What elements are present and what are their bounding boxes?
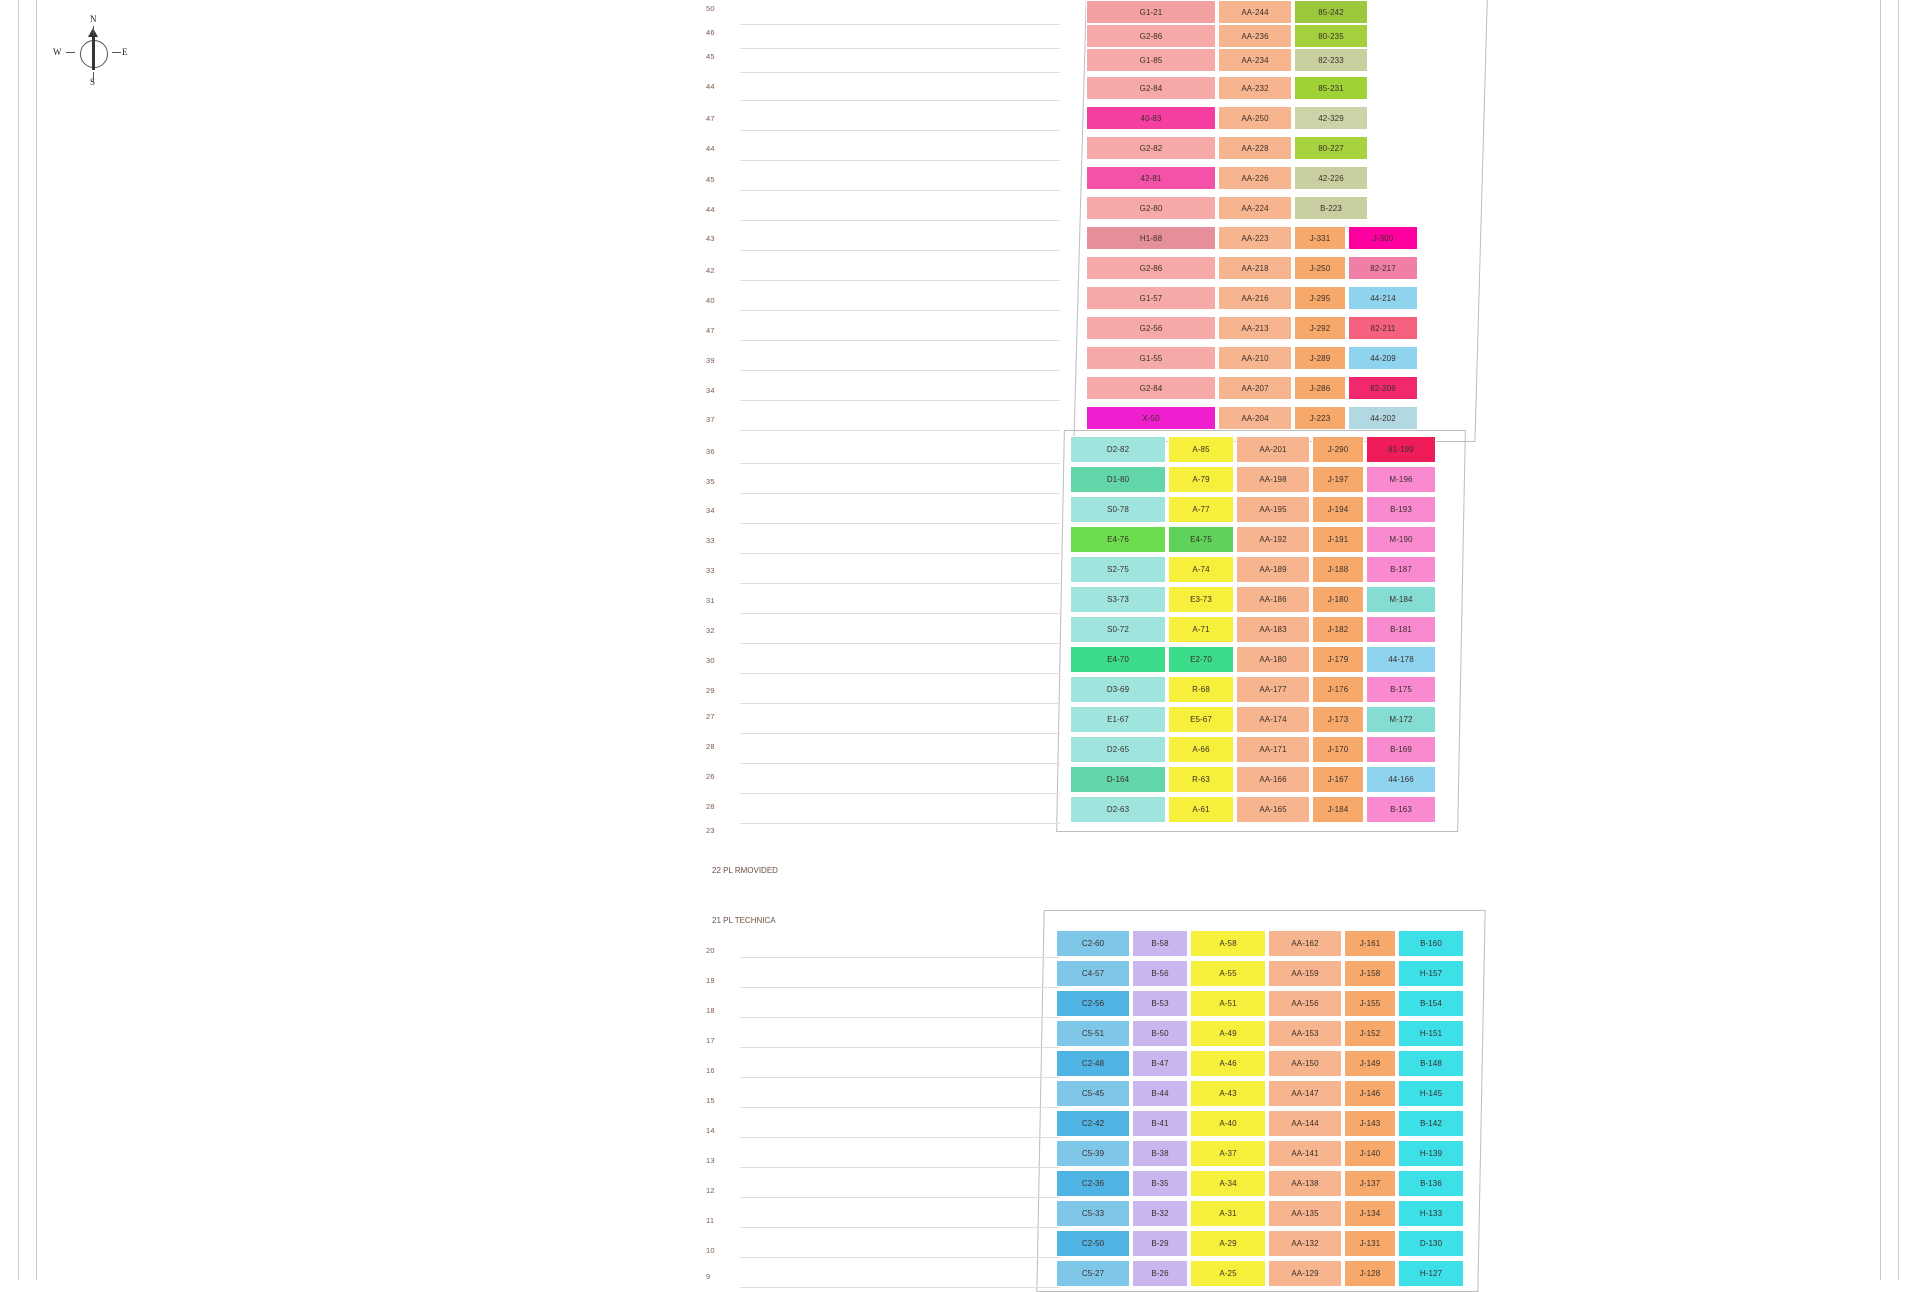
unit-cell[interactable]: G1-85	[1086, 48, 1216, 72]
row-guide-line	[740, 430, 1060, 431]
row-guide-line	[740, 310, 1060, 311]
row-number: 10	[706, 1246, 715, 1255]
page-border-left-outer	[18, 0, 19, 1280]
row-guide-line	[740, 957, 1060, 958]
unit-cell[interactable]: AA-201	[1236, 436, 1310, 463]
unit-cell[interactable]: J-182	[1312, 616, 1364, 643]
unit-cell[interactable]: E4-70	[1070, 646, 1166, 673]
row-guide-line	[740, 613, 1060, 614]
row-guide-line	[740, 130, 1060, 131]
unit-cell[interactable]: A-49	[1190, 1020, 1266, 1047]
row-guide-line	[740, 763, 1060, 764]
unit-cell[interactable]: AA-213	[1218, 316, 1292, 340]
unit-cell[interactable]: M-172	[1366, 706, 1436, 733]
unit-cell[interactable]: C2-60	[1056, 930, 1130, 957]
compass-label-east: E	[122, 47, 128, 57]
unit-cell[interactable]: 81-199	[1366, 436, 1436, 463]
unit-cell[interactable]: H-139	[1398, 1140, 1464, 1167]
unit-cell[interactable]: J-292	[1294, 316, 1346, 340]
unit-cell[interactable]: G2-82	[1086, 136, 1216, 160]
unit-cell[interactable]: A-74	[1168, 556, 1234, 583]
unit-cell[interactable]: B-29	[1132, 1230, 1188, 1257]
row-guide-line	[740, 24, 1060, 25]
compass-tick-north	[93, 26, 94, 35]
row-guide-line	[740, 190, 1060, 191]
unit-cell[interactable]: D1-80	[1070, 466, 1166, 493]
row-guide-line	[740, 987, 1060, 988]
unit-cell[interactable]: D3-69	[1070, 676, 1166, 703]
compass-label-west: W	[53, 47, 62, 57]
unit-cell[interactable]: AA-150	[1268, 1050, 1342, 1077]
unit-cell[interactable]: A-46	[1190, 1050, 1266, 1077]
unit-cell[interactable]: 85-231	[1294, 76, 1368, 100]
unit-cell[interactable]: C2-36	[1056, 1170, 1130, 1197]
unit-cell[interactable]: AA-224	[1218, 196, 1292, 220]
unit-cell[interactable]: D2-82	[1070, 436, 1166, 463]
unit-cell[interactable]: J-194	[1312, 496, 1364, 523]
unit-cell[interactable]: J-188	[1312, 556, 1364, 583]
unit-cell[interactable]: AA-153	[1268, 1020, 1342, 1047]
row-number: 26	[706, 772, 715, 781]
unit-cell[interactable]: B-148	[1398, 1050, 1464, 1077]
unit-cell[interactable]: B-44	[1132, 1080, 1188, 1107]
unit-cell[interactable]: S3-73	[1070, 586, 1166, 613]
unit-cell[interactable]: A-31	[1190, 1200, 1266, 1227]
row-number: 44	[706, 144, 715, 153]
compass-label-south: S	[90, 77, 96, 87]
row-number: 45	[706, 52, 715, 61]
unit-cell[interactable]: H-151	[1398, 1020, 1464, 1047]
row-guide-line	[740, 493, 1060, 494]
unit-cell[interactable]: AA-183	[1236, 616, 1310, 643]
unit-cell[interactable]: G2-86	[1086, 24, 1216, 48]
unit-cell[interactable]: AA-232	[1218, 76, 1292, 100]
unit-cell[interactable]: S0-78	[1070, 496, 1166, 523]
unit-cell[interactable]: J-191	[1312, 526, 1364, 553]
row-guide-line	[740, 1077, 1060, 1078]
row-guide-line	[740, 400, 1060, 401]
row-number: 43	[706, 234, 715, 243]
unit-cell[interactable]: AA-156	[1268, 990, 1342, 1017]
row-number: 12	[706, 1186, 715, 1195]
unit-cell[interactable]: H-145	[1398, 1080, 1464, 1107]
unit-cell[interactable]: J-176	[1312, 676, 1364, 703]
row-number: 33	[706, 536, 715, 545]
unit-cell[interactable]: AA-180	[1236, 646, 1310, 673]
unit-cell[interactable]: A-37	[1190, 1140, 1266, 1167]
unit-cell[interactable]: G2-84	[1086, 76, 1216, 100]
unit-cell[interactable]: AA-177	[1236, 676, 1310, 703]
unit-cell[interactable]: D2-63	[1070, 796, 1166, 823]
row-guide-line	[740, 100, 1060, 101]
unit-cell[interactable]: A-29	[1190, 1230, 1266, 1257]
unit-cell[interactable]: A-51	[1190, 990, 1266, 1017]
unit-cell[interactable]: B-58	[1132, 930, 1188, 957]
unit-cell[interactable]: J-140	[1344, 1140, 1396, 1167]
unit-cell[interactable]: 40-83	[1086, 106, 1216, 130]
unit-cell[interactable]: AA-207	[1218, 376, 1292, 400]
row-number: 29	[706, 686, 715, 695]
unit-cell[interactable]: H1-88	[1086, 226, 1216, 250]
row-guide-line	[740, 583, 1060, 584]
row-guide-line	[740, 220, 1060, 221]
unit-cell[interactable]: R-63	[1168, 766, 1234, 793]
unit-cell[interactable]: E3-73	[1168, 586, 1234, 613]
unit-cell[interactable]: C4-57	[1056, 960, 1130, 987]
row-number: 32	[706, 626, 715, 635]
unit-cell[interactable]: 42-329	[1294, 106, 1368, 130]
unit-cell[interactable]: J-289	[1294, 346, 1346, 370]
unit-cell[interactable]: AA-162	[1268, 930, 1342, 957]
row-guide-line	[740, 48, 1060, 49]
unit-cell[interactable]: C5-51	[1056, 1020, 1130, 1047]
row-number: 34	[706, 386, 715, 395]
unit-cell[interactable]: G2-86	[1086, 256, 1216, 280]
unit-cell[interactable]: AA-195	[1236, 496, 1310, 523]
unit-cell[interactable]: J-184	[1312, 796, 1364, 823]
unit-cell[interactable]: 82-211	[1348, 316, 1418, 340]
unit-cell[interactable]: E4-75	[1168, 526, 1234, 553]
unit-cell[interactable]: 82-206	[1348, 376, 1418, 400]
unit-cell[interactable]: G2-84	[1086, 376, 1216, 400]
unit-cell[interactable]: B-53	[1132, 990, 1188, 1017]
unit-cell[interactable]: X-50	[1086, 406, 1216, 430]
unit-cell[interactable]: S0-72	[1070, 616, 1166, 643]
row-number-gutter	[706, 0, 766, 1280]
row-guide-line	[740, 1227, 1060, 1228]
unit-cell[interactable]: A-66	[1168, 736, 1234, 763]
row-number: 44	[706, 205, 715, 214]
unit-cell[interactable]: J-128	[1344, 1260, 1396, 1287]
unit-cell[interactable]: J-152	[1344, 1020, 1396, 1047]
unit-cell[interactable]: G2-80	[1086, 196, 1216, 220]
unit-cell[interactable]: J-197	[1312, 466, 1364, 493]
unit-cell[interactable]: C2-42	[1056, 1110, 1130, 1137]
unit-cell[interactable]: A-71	[1168, 616, 1234, 643]
unit-cell[interactable]: A-34	[1190, 1170, 1266, 1197]
unit-cell[interactable]: AA-226	[1218, 166, 1292, 190]
unit-cell[interactable]: AA-192	[1236, 526, 1310, 553]
row-number: 35	[706, 477, 715, 486]
row-number: 13	[706, 1156, 715, 1165]
unit-cell[interactable]: C2-50	[1056, 1230, 1130, 1257]
unit-cell[interactable]: A-77	[1168, 496, 1234, 523]
row-guide-line	[740, 823, 1060, 824]
row-number: 17	[706, 1036, 715, 1045]
row-number: 33	[706, 566, 715, 575]
unit-cell[interactable]: D-130	[1398, 1230, 1464, 1257]
unit-cell[interactable]: B-175	[1366, 676, 1436, 703]
unit-cell[interactable]: 44-214	[1348, 286, 1418, 310]
unit-cell[interactable]: AA-166	[1236, 766, 1310, 793]
unit-cell[interactable]: 80-235	[1294, 24, 1368, 48]
unit-cell[interactable]: E2-70	[1168, 646, 1234, 673]
row-guide-line	[740, 1107, 1060, 1108]
row-number: 44	[706, 82, 715, 91]
row-guide-line	[740, 643, 1060, 644]
unit-cell[interactable]: AA-189	[1236, 556, 1310, 583]
unit-cell[interactable]: G2-56	[1086, 316, 1216, 340]
unit-cell[interactable]: AA-223	[1218, 226, 1292, 250]
unit-cell[interactable]: J-290	[1312, 436, 1364, 463]
unit-cell[interactable]: E5-67	[1168, 706, 1234, 733]
unit-cell[interactable]: J-134	[1344, 1200, 1396, 1227]
unit-cell[interactable]: J-170	[1312, 736, 1364, 763]
row-number: 34	[706, 506, 715, 515]
unit-cell[interactable]: AA-144	[1268, 1110, 1342, 1137]
row-guide-line	[740, 673, 1060, 674]
unit-cell[interactable]: M-190	[1366, 526, 1436, 553]
row-guide-line	[740, 523, 1060, 524]
row-number: 39	[706, 356, 715, 365]
unit-cell[interactable]: AA-147	[1268, 1080, 1342, 1107]
unit-cell[interactable]: B-223	[1294, 196, 1368, 220]
row-guide-line	[740, 160, 1060, 161]
unit-cell[interactable]: H-157	[1398, 960, 1464, 987]
unit-cell[interactable]: B-41	[1132, 1110, 1188, 1137]
unit-cell[interactable]: C2-48	[1056, 1050, 1130, 1077]
unit-cell[interactable]: J-137	[1344, 1170, 1396, 1197]
row-number: 40	[706, 296, 715, 305]
unit-cell[interactable]: J-250	[1294, 256, 1346, 280]
unit-cell[interactable]: C5-45	[1056, 1080, 1130, 1107]
unit-cell[interactable]: B-193	[1366, 496, 1436, 523]
unit-cell[interactable]: B-142	[1398, 1110, 1464, 1137]
row-guide-line	[740, 703, 1060, 704]
unit-cell[interactable]: AA-198	[1236, 466, 1310, 493]
unit-cell[interactable]: 42-81	[1086, 166, 1216, 190]
unit-cell[interactable]: C2-56	[1056, 990, 1130, 1017]
section-label: 22 PL RMOVIDED	[712, 866, 778, 875]
unit-cell[interactable]: J-146	[1344, 1080, 1396, 1107]
page-border-right-inner	[1880, 0, 1881, 1280]
unit-cell[interactable]: AA-141	[1268, 1140, 1342, 1167]
unit-cell[interactable]: AA-132	[1268, 1230, 1342, 1257]
unit-cell[interactable]: AA-250	[1218, 106, 1292, 130]
row-number: 47	[706, 326, 715, 335]
unit-cell[interactable]: J-167	[1312, 766, 1364, 793]
unit-cell[interactable]: C5-27	[1056, 1260, 1130, 1287]
row-number: 16	[706, 1066, 715, 1075]
row-number: 42	[706, 266, 715, 275]
row-number: 47	[706, 114, 715, 123]
row-number: 23	[706, 826, 715, 835]
row-number: 37	[706, 415, 715, 424]
unit-cell[interactable]: A-25	[1190, 1260, 1266, 1287]
unit-cell[interactable]: AA-244	[1218, 0, 1292, 24]
unit-cell[interactable]: B-181	[1366, 616, 1436, 643]
unit-cell[interactable]: S2-75	[1070, 556, 1166, 583]
unit-cell[interactable]: J-179	[1312, 646, 1364, 673]
row-number: 36	[706, 447, 715, 456]
unit-cell[interactable]: 85-242	[1294, 0, 1368, 24]
compass-needle-icon	[92, 36, 95, 70]
unit-cell[interactable]: AA-204	[1218, 406, 1292, 430]
row-number: 50	[706, 4, 715, 13]
unit-cell[interactable]: C5-33	[1056, 1200, 1130, 1227]
compass-tick-east	[112, 52, 121, 53]
unit-cell[interactable]: B-187	[1366, 556, 1436, 583]
row-number: 15	[706, 1096, 715, 1105]
unit-cell[interactable]: AA-218	[1218, 256, 1292, 280]
row-guide-line	[740, 370, 1060, 371]
row-guide-line	[740, 1197, 1060, 1198]
unit-cell[interactable]: B-160	[1398, 930, 1464, 957]
unit-cell[interactable]: A-43	[1190, 1080, 1266, 1107]
unit-cell[interactable]: A-55	[1190, 960, 1266, 987]
unit-cell[interactable]: B-47	[1132, 1050, 1188, 1077]
row-number: 14	[706, 1126, 715, 1135]
row-guide-line	[740, 553, 1060, 554]
unit-cell[interactable]: J-300	[1348, 226, 1418, 250]
row-number: 45	[706, 175, 715, 184]
unit-cell[interactable]: 42-226	[1294, 166, 1368, 190]
unit-cell[interactable]: B-154	[1398, 990, 1464, 1017]
unit-cell[interactable]: AA-159	[1268, 960, 1342, 987]
row-guide-line	[740, 1167, 1060, 1168]
row-number: 30	[706, 656, 715, 665]
row-guide-line	[740, 1257, 1060, 1258]
unit-cell[interactable]: R-68	[1168, 676, 1234, 703]
compass-rose	[52, 14, 138, 90]
unit-cell[interactable]: J-223	[1294, 406, 1346, 430]
row-guide-line	[740, 733, 1060, 734]
unit-cell[interactable]: G1-57	[1086, 286, 1216, 310]
unit-cell[interactable]: B-163	[1366, 796, 1436, 823]
row-number: 27	[706, 712, 715, 721]
unit-cell[interactable]: 80-227	[1294, 136, 1368, 160]
unit-cell[interactable]: B-169	[1366, 736, 1436, 763]
page-border-right-outer	[1898, 0, 1899, 1280]
unit-cell[interactable]: AA-228	[1218, 136, 1292, 160]
row-guide-line	[740, 1017, 1060, 1018]
unit-cell[interactable]: J-173	[1312, 706, 1364, 733]
row-guide-line	[740, 340, 1060, 341]
row-number: 20	[706, 946, 715, 955]
section-label: 21 PL TECHNICA	[712, 916, 776, 925]
page-border-left-inner	[36, 0, 37, 1280]
unit-cell[interactable]: A-58	[1190, 930, 1266, 957]
unit-cell[interactable]: A-61	[1168, 796, 1234, 823]
row-number: 31	[706, 596, 715, 605]
unit-cell[interactable]: AA-165	[1236, 796, 1310, 823]
row-number: 9	[706, 1272, 711, 1281]
unit-cell[interactable]: B-38	[1132, 1140, 1188, 1167]
unit-cell[interactable]: C5-39	[1056, 1140, 1130, 1167]
unit-cell[interactable]: H-127	[1398, 1260, 1464, 1287]
unit-cell[interactable]: J-286	[1294, 376, 1346, 400]
row-number: 11	[706, 1216, 715, 1225]
row-guide-line	[740, 1047, 1060, 1048]
unit-cell[interactable]: 82-233	[1294, 48, 1368, 72]
unit-cell[interactable]: J-161	[1344, 930, 1396, 957]
unit-cell[interactable]: D2-65	[1070, 736, 1166, 763]
unit-cell[interactable]: AA-171	[1236, 736, 1310, 763]
unit-cell[interactable]: D-164	[1070, 766, 1166, 793]
row-number: 18	[706, 1006, 715, 1015]
unit-cell[interactable]: 44-209	[1348, 346, 1418, 370]
compass-label-north: N	[90, 14, 97, 24]
unit-cell[interactable]: AA-210	[1218, 346, 1292, 370]
row-guide-line	[740, 1287, 1060, 1288]
unit-cell[interactable]: E1-67	[1070, 706, 1166, 733]
unit-cell[interactable]: B-136	[1398, 1170, 1464, 1197]
unit-cell[interactable]: J-158	[1344, 960, 1396, 987]
unit-cell[interactable]: M-184	[1366, 586, 1436, 613]
row-number: 28	[706, 742, 715, 751]
unit-cell[interactable]: AA-129	[1268, 1260, 1342, 1287]
unit-cell[interactable]: B-50	[1132, 1020, 1188, 1047]
unit-cell[interactable]: AA-234	[1218, 48, 1292, 72]
unit-cell[interactable]: J-131	[1344, 1230, 1396, 1257]
unit-cell[interactable]: AA-135	[1268, 1200, 1342, 1227]
unit-cell[interactable]: 44-178	[1366, 646, 1436, 673]
unit-cell[interactable]: B-35	[1132, 1170, 1188, 1197]
unit-cell[interactable]: J-155	[1344, 990, 1396, 1017]
unit-cell[interactable]: 82-217	[1348, 256, 1418, 280]
unit-cell[interactable]: J-180	[1312, 586, 1364, 613]
unit-cell[interactable]: AA-186	[1236, 586, 1310, 613]
row-guide-line	[740, 793, 1060, 794]
unit-cell[interactable]: M-196	[1366, 466, 1436, 493]
unit-cell[interactable]: J-143	[1344, 1110, 1396, 1137]
unit-cell[interactable]: 44-166	[1366, 766, 1436, 793]
compass-tick-west	[66, 52, 75, 53]
unit-cell[interactable]: AA-174	[1236, 706, 1310, 733]
unit-cell[interactable]: 44-202	[1348, 406, 1418, 430]
unit-cell[interactable]: H-133	[1398, 1200, 1464, 1227]
unit-cell[interactable]: B-56	[1132, 960, 1188, 987]
unit-cell[interactable]: AA-236	[1218, 24, 1292, 48]
unit-cell[interactable]: A-79	[1168, 466, 1234, 493]
row-guide-line	[740, 1137, 1060, 1138]
unit-cell[interactable]: AA-138	[1268, 1170, 1342, 1197]
row-guide-line	[740, 72, 1060, 73]
unit-cell[interactable]: AA-216	[1218, 286, 1292, 310]
row-guide-line	[740, 280, 1060, 281]
row-number: 19	[706, 976, 715, 985]
unit-cell[interactable]: G1-55	[1086, 346, 1216, 370]
unit-cell[interactable]: B-26	[1132, 1260, 1188, 1287]
unit-cell[interactable]: B-32	[1132, 1200, 1188, 1227]
row-number: 46	[706, 28, 715, 37]
row-number: 28	[706, 802, 715, 811]
row-guide-line	[740, 250, 1060, 251]
unit-cell[interactable]: J-331	[1294, 226, 1346, 250]
unit-cell[interactable]: J-295	[1294, 286, 1346, 310]
unit-cell[interactable]: A-40	[1190, 1110, 1266, 1137]
unit-cell[interactable]: E4-76	[1070, 526, 1166, 553]
unit-cell[interactable]: J-149	[1344, 1050, 1396, 1077]
row-guide-line	[740, 463, 1060, 464]
unit-cell[interactable]: G1-21	[1086, 0, 1216, 24]
unit-cell[interactable]: A-85	[1168, 436, 1234, 463]
